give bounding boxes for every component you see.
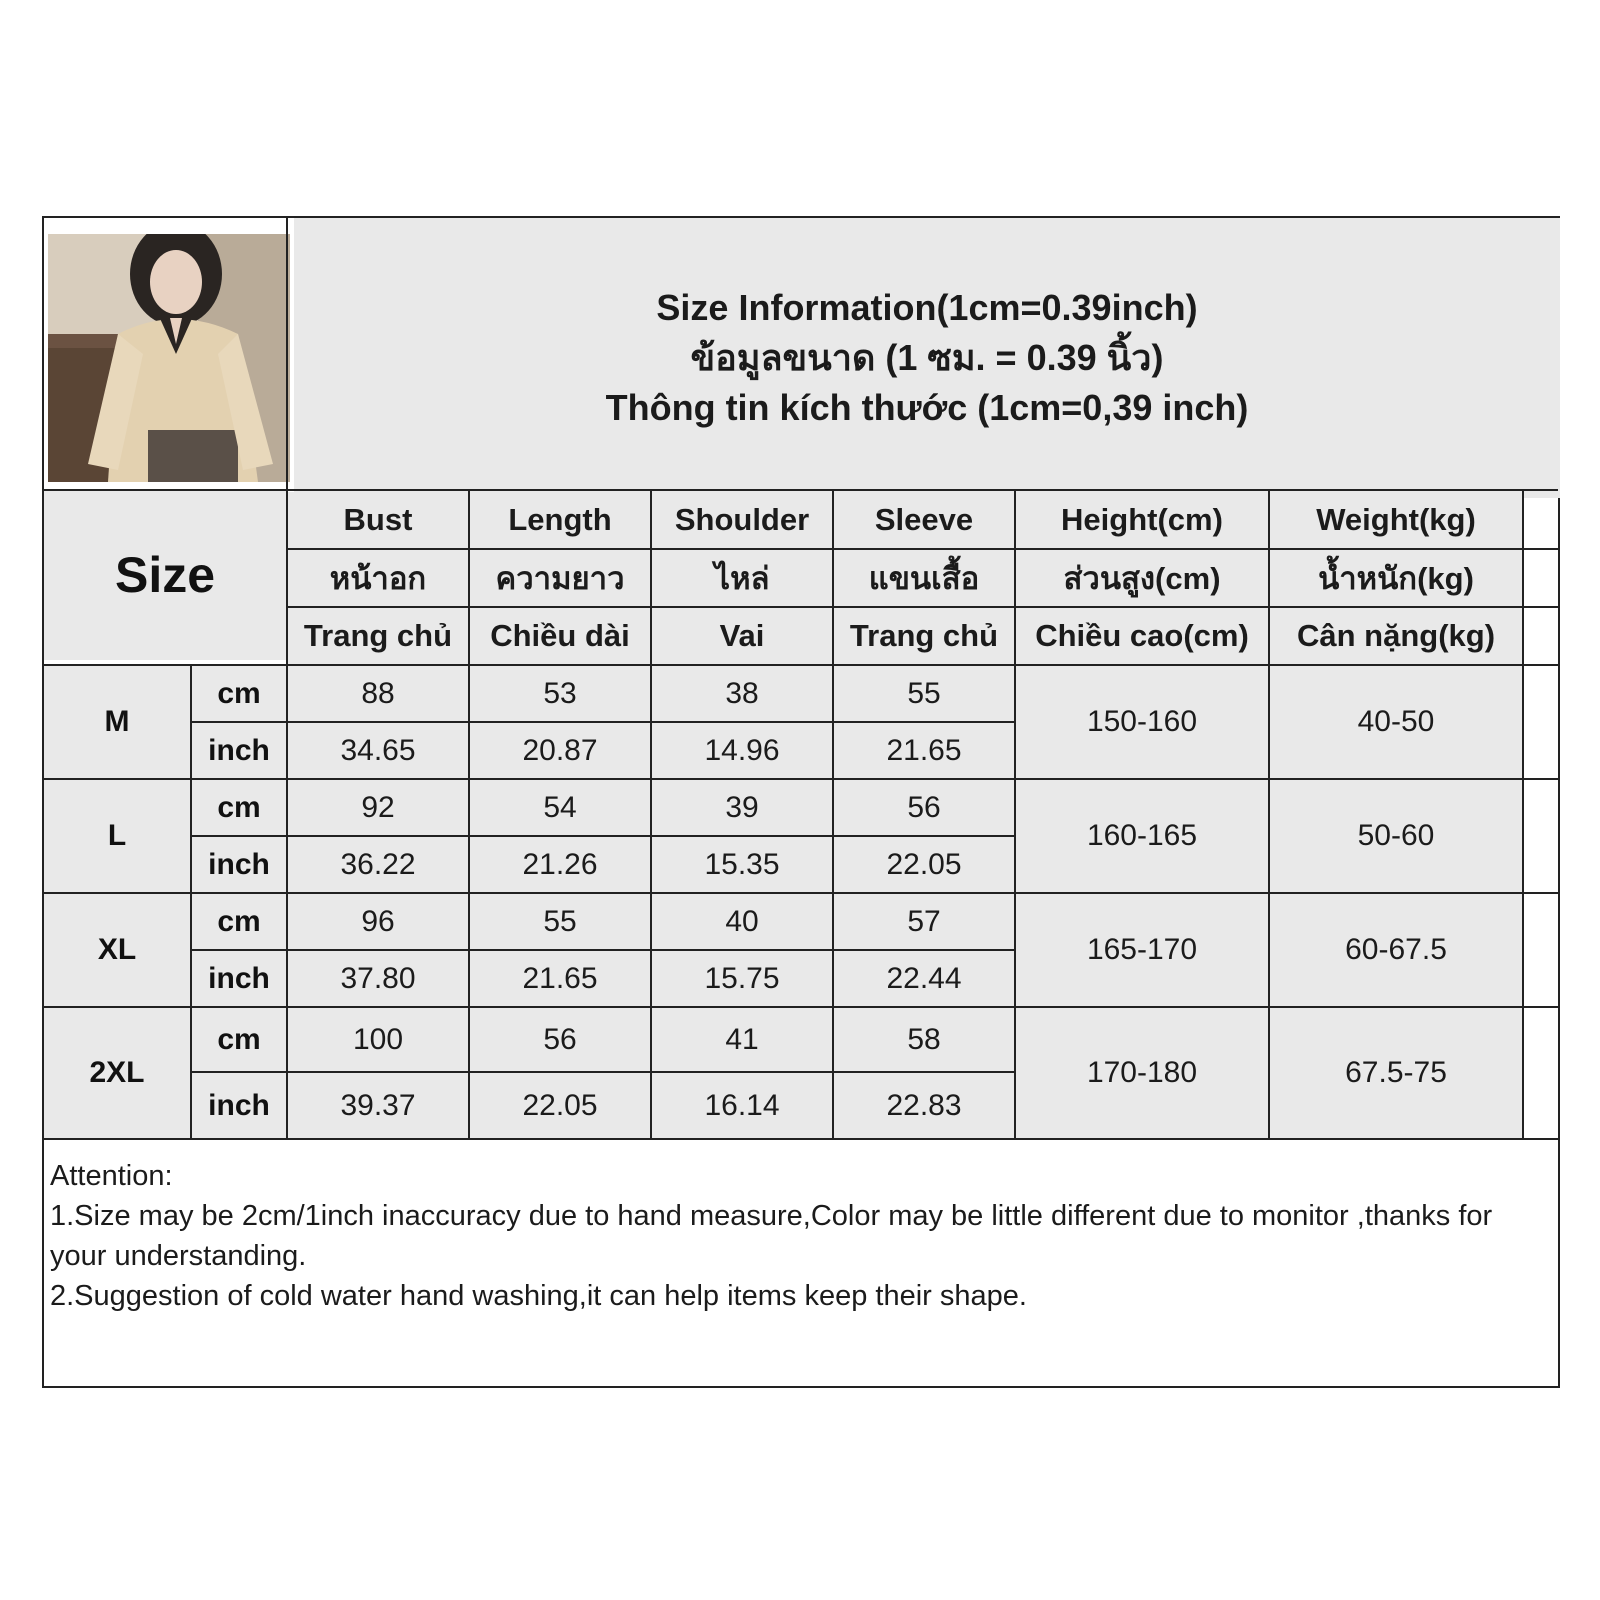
2xl-length-inch: 22.05: [470, 1073, 650, 1138]
2xl-bust-cm: 100: [288, 1008, 468, 1071]
2xl-shoulder-inch: 16.14: [652, 1073, 832, 1138]
unit-cm: cm: [192, 666, 286, 721]
title-thai: ข้อมูลขนาด (1 ซม. = 0.39 นิ้ว): [690, 337, 1164, 378]
m-sleeve-cm: 55: [834, 666, 1014, 721]
2xl-sleeve-cm: 58: [834, 1008, 1014, 1071]
unit-inch: inch: [192, 837, 286, 892]
xl-sleeve-inch: 22.44: [834, 951, 1014, 1006]
2xl-length-cm: 56: [470, 1008, 650, 1071]
2xl-bust-inch: 39.37: [288, 1073, 468, 1138]
header-sleeve-vi: Trang chủ: [834, 608, 1014, 664]
size-chart: [42, 216, 1560, 1388]
header-length-vi: Chiều dài: [470, 608, 650, 664]
header-height-vi: Chiều cao(cm): [1016, 608, 1268, 664]
attention-note-2: 2.Suggestion of cold water hand washing,it can help items keep their shape.: [50, 1280, 1027, 1312]
2xl-weight: 67.5-75: [1270, 1008, 1522, 1138]
unit-inch: inch: [192, 1073, 286, 1138]
header-sleeve-en: Sleeve: [834, 492, 1014, 548]
m-shoulder-cm: 38: [652, 666, 832, 721]
xl-weight: 60-67.5: [1270, 894, 1522, 1006]
header-height-en: Height(cm): [1016, 492, 1268, 548]
unit-cm: cm: [192, 780, 286, 835]
header-weight-th: น้ำหนัก(kg): [1270, 550, 1522, 606]
header-shoulder-en: Shoulder: [652, 492, 832, 548]
l-sleeve-cm: 56: [834, 780, 1014, 835]
m-bust-cm: 88: [288, 666, 468, 721]
header-bust-en: Bust: [288, 492, 468, 548]
header-weight-en: Weight(kg): [1270, 492, 1522, 548]
2xl-height: 170-180: [1016, 1008, 1268, 1138]
attention-heading: Attention:: [50, 1160, 173, 1192]
xl-bust-cm: 96: [288, 894, 468, 949]
title-english: Size Information(1cm=0.39inch): [656, 287, 1198, 328]
m-shoulder-inch: 14.96: [652, 723, 832, 778]
l-length-cm: 54: [470, 780, 650, 835]
m-height: 150-160: [1016, 666, 1268, 778]
unit-cm: cm: [192, 894, 286, 949]
unit-cm: cm: [192, 1008, 286, 1071]
xl-height: 165-170: [1016, 894, 1268, 1006]
l-shoulder-inch: 15.35: [652, 837, 832, 892]
2xl-sleeve-inch: 22.83: [834, 1073, 1014, 1138]
xl-sleeve-cm: 57: [834, 894, 1014, 949]
l-bust-cm: 92: [288, 780, 468, 835]
attention-notes: [50, 1156, 1550, 1316]
m-bust-inch: 34.65: [288, 723, 468, 778]
header-shoulder-vi: Vai: [652, 608, 832, 664]
header-sleeve-th: แขนเสื้อ: [834, 550, 1014, 606]
unit-inch: inch: [192, 951, 286, 1006]
m-sleeve-inch: 21.65: [834, 723, 1014, 778]
m-weight: 40-50: [1270, 666, 1522, 778]
l-bust-inch: 36.22: [288, 837, 468, 892]
unit-inch: inch: [192, 723, 286, 778]
2xl-shoulder-cm: 41: [652, 1008, 832, 1071]
l-weight: 50-60: [1270, 780, 1522, 892]
xl-shoulder-cm: 40: [652, 894, 832, 949]
l-shoulder-cm: 39: [652, 780, 832, 835]
m-length-cm: 53: [470, 666, 650, 721]
l-height: 160-165: [1016, 780, 1268, 892]
l-length-inch: 21.26: [470, 837, 650, 892]
size-header: Size: [44, 490, 286, 660]
size-label-2xl: 2XL: [44, 1008, 190, 1138]
xl-length-inch: 21.65: [470, 951, 650, 1006]
header-weight-vi: Cân nặng(kg): [1270, 608, 1522, 664]
attention-note-1: 1.Size may be 2cm/1inch inaccuracy due to hand measure,Color may be little different due to monitor ,thanks for your understanding.: [50, 1200, 1493, 1272]
m-length-inch: 20.87: [470, 723, 650, 778]
size-label-xl: XL: [44, 894, 190, 1006]
size-label-m: M: [44, 666, 190, 778]
size-label-l: L: [44, 780, 190, 892]
header-length-en: Length: [470, 492, 650, 548]
header-bust-vi: Trang chủ: [288, 608, 468, 664]
l-sleeve-inch: 22.05: [834, 837, 1014, 892]
header-length-th: ความยาว: [470, 550, 650, 606]
header-height-th: ส่วนสูง(cm): [1016, 550, 1268, 606]
xl-length-cm: 55: [470, 894, 650, 949]
header-shoulder-th: ไหล่: [652, 550, 832, 606]
header-bust-th: หน้าอก: [288, 550, 468, 606]
xl-shoulder-inch: 15.75: [652, 951, 832, 1006]
xl-bust-inch: 37.80: [288, 951, 468, 1006]
title-vietnamese: Thông tin kích thước (1cm=0,39 inch): [605, 387, 1249, 428]
